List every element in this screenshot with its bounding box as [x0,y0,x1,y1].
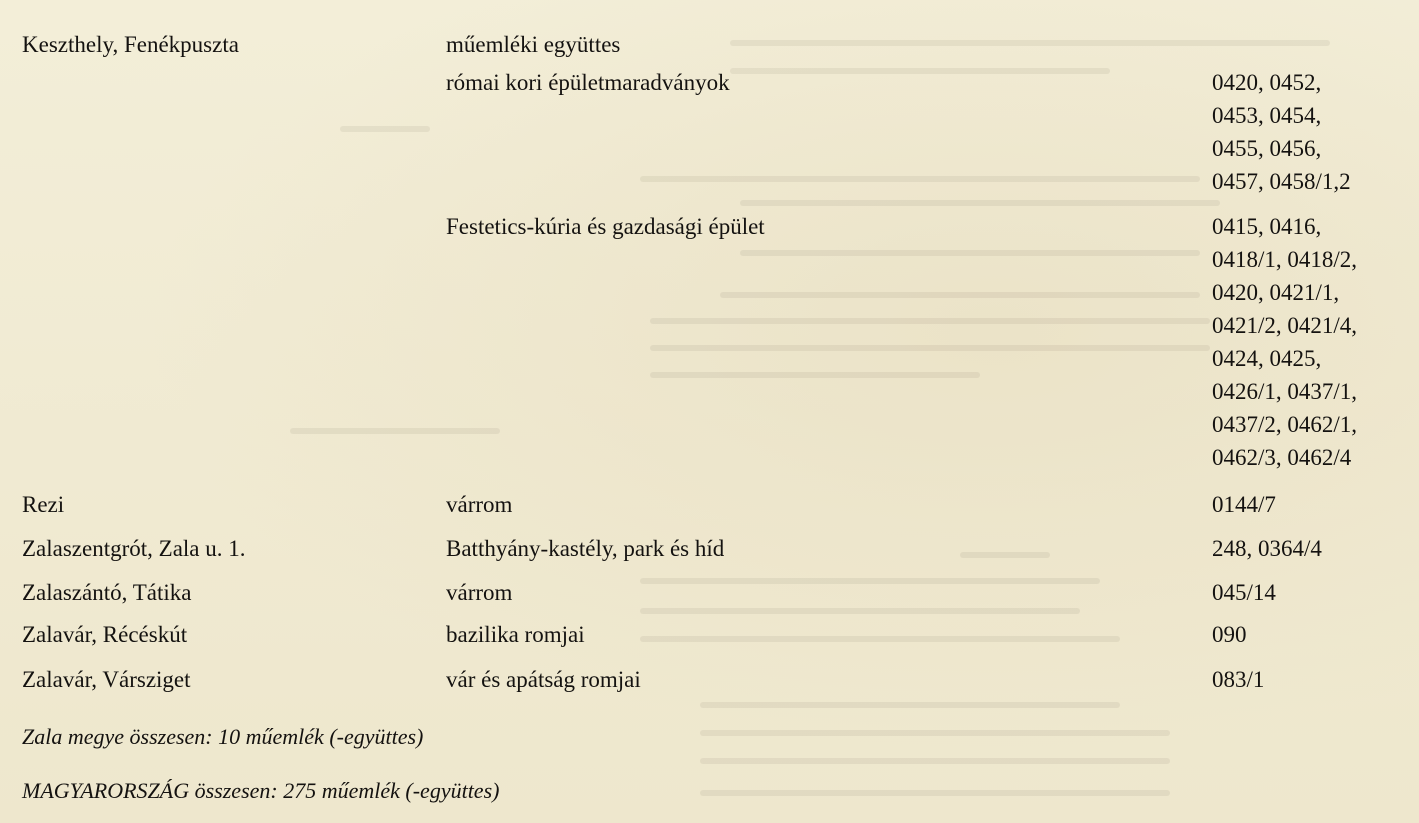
parcel-line: 0418/1, 0418/2, [1212,247,1358,272]
parcel-line: 0144/7 [1212,492,1276,517]
bleed-through-line [640,608,1080,614]
monument-name: Batthyány-kastély, park és híd [446,536,725,561]
parcel-line: 0455, 0456, [1212,136,1322,161]
bleed-through-line [700,758,1170,764]
parcel-line: 0453, 0454, [1212,103,1322,128]
bleed-through-line [720,292,1200,298]
monument-name: Festetics-kúria és gazdasági épület [446,214,765,239]
parcel-line: 045/14 [1212,580,1276,605]
bleed-through-line [700,790,1170,796]
bleed-through-line [730,40,1330,46]
monument-name: várrom [446,492,513,517]
bleed-through-line [650,345,1210,351]
bleed-through-line [730,68,1110,74]
parcel-line: 0424, 0425, [1212,346,1322,371]
parcel-line: 0421/2, 0421/4, [1212,313,1358,338]
monument-name: vár és apátság romjai [446,667,641,692]
place-name: Rezi [22,492,65,517]
monument-name: műemléki együttes [446,32,621,57]
parcel-line: 0420, 0452, [1212,70,1322,95]
place-name: Zalavár, Vársziget [22,667,191,692]
bleed-through-line [290,428,500,434]
parcel-line: 0437/2, 0462/1, [1212,412,1358,437]
parcel-line: 0462/3, 0462/4 [1212,445,1352,470]
parcel-line: 083/1 [1212,667,1265,692]
bleed-through-line [960,552,1050,558]
bleed-through-line [740,200,1220,206]
parcel-line: 0415, 0416, [1212,214,1322,239]
bleed-through-line [340,126,430,132]
bleed-through-line [650,372,980,378]
bleed-through-line [640,578,1100,584]
place-name: Zalaszántó, Tátika [22,580,192,605]
county-total: Zala megye összesen: 10 műemlék (-együttes) [22,724,424,749]
monument-name: bazilika romjai [446,622,585,647]
parcel-line: 0420, 0421/1, [1212,280,1340,305]
bleed-through-line [650,318,1210,324]
bleed-through-line [700,730,1170,736]
parcel-line: 090 [1212,622,1247,647]
monument-name: római kori épületmaradványok [446,70,730,95]
bleed-through-line [640,636,1120,642]
monument-name: várrom [446,580,513,605]
place-name: Zalaszentgrót, Zala u. 1. [22,536,246,561]
bleed-through-line [640,176,1200,182]
parcel-line: 0426/1, 0437/1, [1212,379,1358,404]
bleed-through-line [700,702,1120,708]
place-name: Keszthely, Fenékpuszta [22,32,239,57]
place-name: Zalavár, Récéskút [22,622,188,647]
bleed-through-line [740,250,1200,256]
country-total: MAGYARORSZÁG összesen: 275 műemlék (-együttes) [22,778,500,803]
parcel-line: 248, 0364/4 [1212,536,1322,561]
parcel-line: 0457, 0458/1,2 [1212,169,1351,194]
